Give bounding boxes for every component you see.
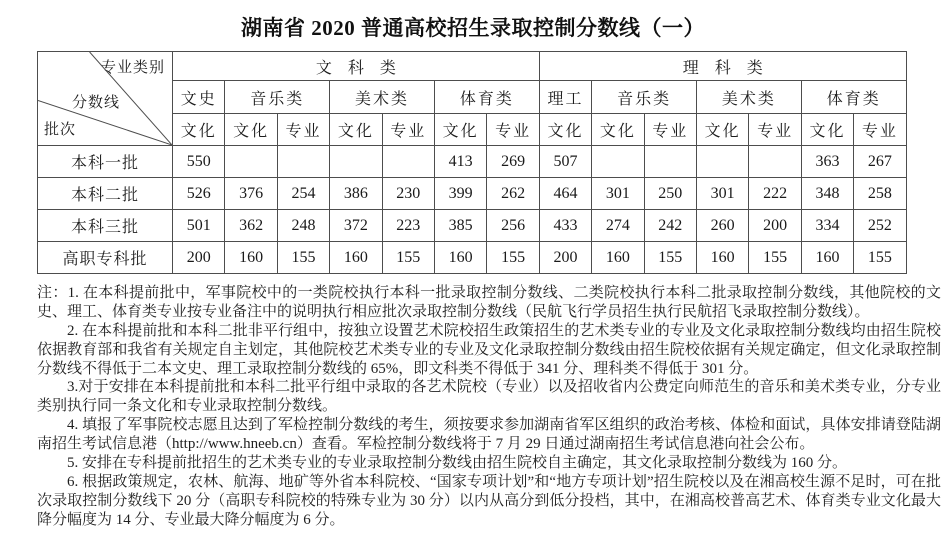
score-cell: 267 [854, 146, 906, 178]
score-cell: 274 [592, 210, 644, 242]
table-row [38, 146, 907, 178]
score-cell: 155 [277, 242, 329, 274]
score-cell [644, 146, 696, 178]
subgroup-header-music-arts: 音乐类 [225, 81, 330, 114]
score-cell: 260 [696, 210, 748, 242]
score-cell: 413 [434, 146, 486, 178]
score-cell: 155 [854, 242, 906, 274]
table-row [38, 242, 907, 274]
group-header-science: 理 科 类 [539, 52, 906, 81]
col-header: 文化 [330, 114, 382, 146]
score-cell: 550 [173, 146, 225, 178]
row-label-benke-sanpi: 本科三批 [38, 210, 173, 242]
score-cell: 160 [801, 242, 853, 274]
col-header: 专业 [854, 114, 906, 146]
table-row [38, 178, 907, 210]
corner-label-category: 专业类别 [100, 60, 165, 76]
score-cell: 386 [330, 178, 382, 210]
corner-label-scoreline: 分数线 [72, 95, 121, 111]
score-cell: 269 [487, 146, 539, 178]
score-cell: 160 [592, 242, 644, 274]
col-header: 文化 [173, 114, 225, 146]
col-header: 文化 [801, 114, 853, 146]
score-cell [592, 146, 644, 178]
score-cell: 242 [644, 210, 696, 242]
score-cell: 362 [225, 210, 277, 242]
score-cell: 376 [225, 178, 277, 210]
score-cell [749, 146, 801, 178]
row-label-benke-erpi: 本科二批 [38, 178, 173, 210]
score-cell: 262 [487, 178, 539, 210]
score-cell: 155 [749, 242, 801, 274]
score-cell: 200 [539, 242, 591, 274]
col-header: 文化 [592, 114, 644, 146]
score-cell: 501 [173, 210, 225, 242]
score-cell: 250 [644, 178, 696, 210]
score-cell: 258 [854, 178, 906, 210]
row-label-benke-yipi: 本科一批 [38, 146, 173, 178]
score-cell: 301 [592, 178, 644, 210]
score-cell: 385 [434, 210, 486, 242]
note-paragraph-6: 6. 根据政策规定，农林、航海、地矿等外省本科院校、“国家专项计划”和“地方专项计划”招生院校以及在湘高校生源不足时，可在批次录取控制分数线下 20 分（高职专科院校的特殊专业为 30 分）以内从高分到低分投档，其中，在湘高校普高艺术、体育类专业文化最大降分幅度为 14 分、专业最大降分幅度为 6 分。 [37, 473, 941, 528]
corner-label-batch: 批次 [44, 122, 77, 138]
corner-header-cell [38, 52, 173, 146]
score-cell: 248 [277, 210, 329, 242]
col-header: 文化 [696, 114, 748, 146]
row-label-gaozhi-zhuanke: 高职专科批 [38, 242, 173, 274]
page-title: 湖南省 2020 普通高校招生录取控制分数线（一） [241, 16, 705, 40]
score-cell: 160 [696, 242, 748, 274]
score-cell: 155 [382, 242, 434, 274]
col-header: 专业 [382, 114, 434, 146]
score-cell: 230 [382, 178, 434, 210]
note-paragraph-5: 5. 安排在专科提前批招生的艺术类专业的专业录取控制分数线由招生院校自主确定，其文化录取控制分数线为 160 分。 [67, 455, 848, 472]
score-table [37, 51, 907, 274]
score-cell: 200 [749, 210, 801, 242]
score-cell: 464 [539, 178, 591, 210]
score-cell: 155 [644, 242, 696, 274]
score-cell [330, 146, 382, 178]
subgroup-header-ligong: 理工 [539, 81, 591, 114]
col-header: 专业 [487, 114, 539, 146]
subgroup-header-music-sci: 音乐类 [592, 81, 697, 114]
subgroup-header-wenshi: 文史 [173, 81, 225, 114]
score-cell: 433 [539, 210, 591, 242]
col-header: 专业 [644, 114, 696, 146]
col-header: 文化 [225, 114, 277, 146]
score-cell: 254 [277, 178, 329, 210]
score-cell: 252 [854, 210, 906, 242]
score-cell: 222 [749, 178, 801, 210]
score-cell [382, 146, 434, 178]
note-paragraph-3: 3.对于安排在本科提前批和本科二批平行组中录取的各艺术院校（专业）以及招收省内公费定向师范生的音乐和美术类专业，分专业类别执行同一条文化和专业录取控制分数线。 [37, 379, 941, 415]
score-cell: 507 [539, 146, 591, 178]
score-cell: 160 [330, 242, 382, 274]
score-cell: 399 [434, 178, 486, 210]
score-cell [277, 146, 329, 178]
note-paragraph-2: 2. 在本科提前批和本科二批非平行组中，按独立设置艺术院校招生政策招生的艺术类专业的专业及文化录取控制分数线均由招生院校依据教育部和我省有关规定自主划定，其他院校艺术类专业的专业及文化录取控制分数线由招生院校依据有关规定确定，但文化录取控制分数线不得低于二本文史、理工录取控制分数线的 65%，即文科类不得低于 341 分、理科类不得低于 301 分。 [37, 322, 941, 377]
subgroup-header-pe-sci: 体育类 [801, 81, 906, 114]
score-cell: 155 [487, 242, 539, 274]
note-paragraph-4: 4. 填报了军事院校志愿且达到了军检控制分数线的考生，须按要求参加湖南省军区组织的政治考核、体检和面试，具体安排请登陆湖南招生考试信息港（http://www.hneeb.cn）查看。军检控制分数线将于 7 月 29 日通过湖南招生考试信息港向社会公布。 [37, 417, 941, 453]
col-header: 专业 [277, 114, 329, 146]
subgroup-header-pe-arts: 体育类 [434, 81, 539, 114]
note-paragraph-1: 注：1. 在本科提前批中，军事院校中的一类院校执行本科一批录取控制分数线、二类院校执行本科二批录取控制分数线，其他院校的文史、理工、体育类专业按专业备注中的说明执行相应批次录取控制分数线（民航飞行学员招生执行民航招飞录取控制分数线）。 [37, 285, 941, 320]
notes-section [37, 284, 941, 530]
col-header: 文化 [539, 114, 591, 146]
subgroup-header-fine-arts: 美术类 [330, 81, 435, 114]
col-header: 文化 [434, 114, 486, 146]
score-cell: 363 [801, 146, 853, 178]
score-cell: 301 [696, 178, 748, 210]
subgroup-header-fine-sci: 美术类 [696, 81, 801, 114]
score-cell: 526 [173, 178, 225, 210]
score-cell: 223 [382, 210, 434, 242]
score-cell: 372 [330, 210, 382, 242]
score-cell [225, 146, 277, 178]
score-cell: 200 [173, 242, 225, 274]
group-header-liberal-arts: 文 科 类 [173, 52, 540, 81]
score-cell [696, 146, 748, 178]
col-header: 专业 [749, 114, 801, 146]
table-row [38, 210, 907, 242]
score-cell: 160 [225, 242, 277, 274]
score-cell: 334 [801, 210, 853, 242]
score-cell: 160 [434, 242, 486, 274]
score-cell: 348 [801, 178, 853, 210]
score-cell: 256 [487, 210, 539, 242]
